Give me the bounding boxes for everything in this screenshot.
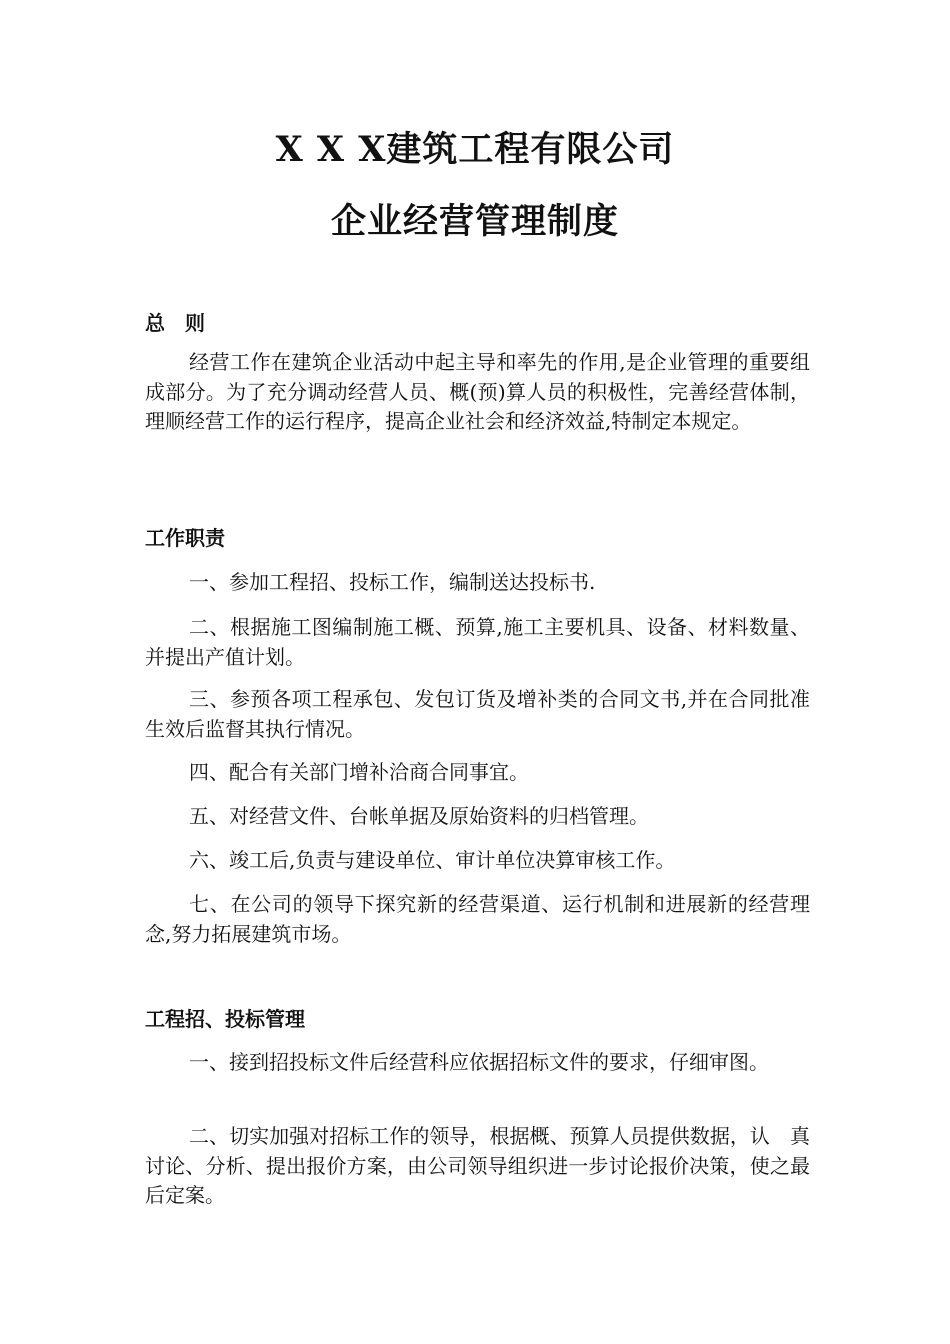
section-heading-duties: 工作职责 xyxy=(145,526,225,550)
section-heading-general: 总 则 xyxy=(145,311,205,335)
document-title: 企业经营管理制度 xyxy=(330,201,619,242)
duty-item-1: 一、参加工程招、投标工作，编制送达投标书. xyxy=(189,570,596,594)
section-heading-bidding: 工程招、投标管理 xyxy=(145,1007,305,1031)
general-paragraph: 经营工作在建筑企业活动中起主导和率先的作用,是企业管理的重要组成部分。为了充分调动经营人员、概(预)算人员的积极性，完善经营体制，理顺经营工作的运行程序，提高企业社会和经济效益,特制定本规定。 xyxy=(145,350,810,433)
duty-item-2: 二、根据施工图编制施工概、预算,施工主要机具、设备、材料数量、并提出产值计划。 xyxy=(145,615,810,669)
duty-item-6: 六、竣工后,负责与建设单位、审计单位决算审核工作。 xyxy=(189,848,676,872)
duty-item-4: 四、配合有关部门增补洽商合同事宜。 xyxy=(189,760,529,784)
duty-item-3: 三、参预各项工程承包、发包订货及增补类的合同文书,并在合同批准生效后监督其执行情况。 xyxy=(145,687,810,741)
duty-item-5: 五、对经营文件、台帐单据及原始资料的归档管理。 xyxy=(189,804,649,828)
bidding-item-2: 二、切实加强对招标工作的领导，根据概、预算人员提供数据，认 真讨论、分析、提出报价方案，由公司领导组织进一步讨论报价决策，使之最后定案。 xyxy=(145,1124,810,1207)
company-title: X X X建筑工程有限公司 xyxy=(275,129,675,170)
bidding-item-1: 一、接到招投标文件后经营科应依据招标文件的要求，仔细审图。 xyxy=(189,1050,769,1074)
duty-item-7: 七、在公司的领导下探究新的经营渠道、运行机制和进展新的经营理念,努力拓展建筑市场。 xyxy=(145,892,810,946)
